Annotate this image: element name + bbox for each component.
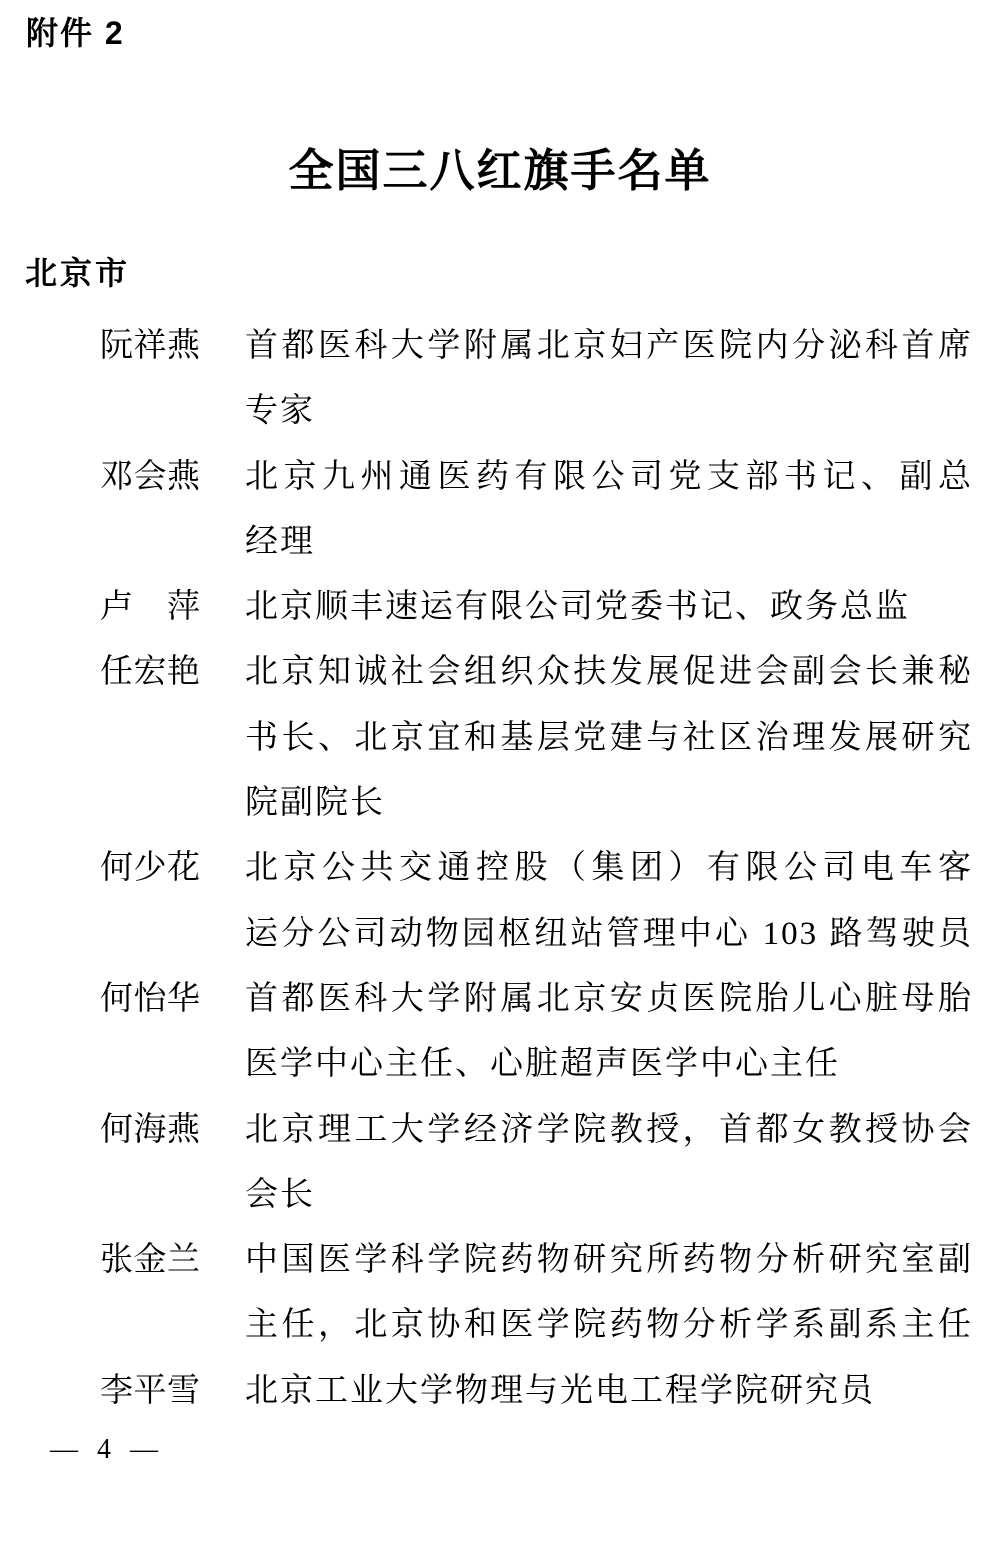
description-line: 中国医学科学院药物研究所药物分析研究室副 bbox=[245, 1242, 973, 1279]
description-line: 北京顺丰速运有限公司党委书记、政务总监 bbox=[245, 589, 910, 626]
description-line: 书长、北京宜和基层党建与社区治理发展研究 bbox=[245, 719, 973, 756]
honoree-description bbox=[245, 640, 973, 836]
page-number: — 4 — bbox=[50, 1434, 164, 1465]
list-item bbox=[100, 836, 973, 967]
description-line: 会长 bbox=[245, 1176, 315, 1213]
honoree-name: 何怡华 bbox=[100, 980, 200, 1017]
honoree-name: 阮祥燕 bbox=[100, 328, 200, 364]
honoree-description bbox=[245, 1228, 973, 1359]
honoree-name: 何少花 bbox=[100, 850, 200, 887]
description-line: 主任，北京协和医学院药物分析学系副系主任 bbox=[245, 1307, 973, 1344]
honoree-description bbox=[245, 575, 973, 640]
description-line: 北京理工大学经济学院教授，首都女教授协会 bbox=[245, 1111, 973, 1148]
list-item bbox=[100, 314, 973, 445]
honoree-name: 邓会燕 bbox=[100, 458, 200, 495]
list-item bbox=[100, 575, 973, 640]
honoree-name: 李平雪 bbox=[100, 1372, 200, 1409]
honoree-description bbox=[245, 445, 973, 576]
list-item bbox=[100, 967, 973, 1098]
description-line: 北京公共交通控股（集团）有限公司电车客 bbox=[245, 850, 973, 887]
description-line: 首都医科大学附属北京安贞医院胎儿心脏母胎 bbox=[245, 980, 973, 1017]
honoree-description bbox=[245, 1359, 973, 1424]
description-line: 首都医科大学附属北京妇产医院内分泌科首席 bbox=[245, 328, 973, 364]
attachment-label: 附件 2 bbox=[26, 15, 125, 51]
honoree-name: 任宏艳 bbox=[100, 654, 200, 691]
description-line: 运分公司动物园枢纽站管理中心 103 路驾驶员 bbox=[245, 915, 973, 952]
honoree-name: 卢萍 bbox=[100, 589, 200, 626]
honoree-list bbox=[100, 314, 973, 1424]
description-line: 北京工业大学物理与光电工程学院研究员 bbox=[245, 1372, 875, 1409]
description-line: 专家 bbox=[245, 393, 315, 430]
honoree-name: 张金兰 bbox=[100, 1242, 200, 1279]
description-line: 经理 bbox=[245, 523, 315, 560]
list-item bbox=[100, 1228, 973, 1359]
list-item bbox=[100, 1098, 973, 1229]
list-item bbox=[100, 445, 973, 576]
description-line: 北京知诚社会组织众扶发展促进会副会长兼秘 bbox=[245, 654, 973, 691]
description-line: 北京九州通医药有限公司党支部书记、副总 bbox=[245, 458, 973, 495]
honoree-description bbox=[245, 836, 973, 967]
honoree-description bbox=[245, 1098, 973, 1229]
list-item bbox=[100, 1359, 973, 1424]
page-title: 全国三八红旗手名单 bbox=[288, 146, 712, 196]
description-line: 院副院长 bbox=[245, 785, 385, 822]
honoree-description bbox=[245, 314, 973, 445]
list-item bbox=[100, 640, 973, 836]
section-heading-beijing: 北京市 bbox=[25, 255, 131, 291]
honoree-name: 何海燕 bbox=[100, 1111, 200, 1148]
honoree-description bbox=[245, 967, 973, 1098]
description-line: 医学中心主任、心脏超声医学中心主任 bbox=[245, 1046, 840, 1083]
